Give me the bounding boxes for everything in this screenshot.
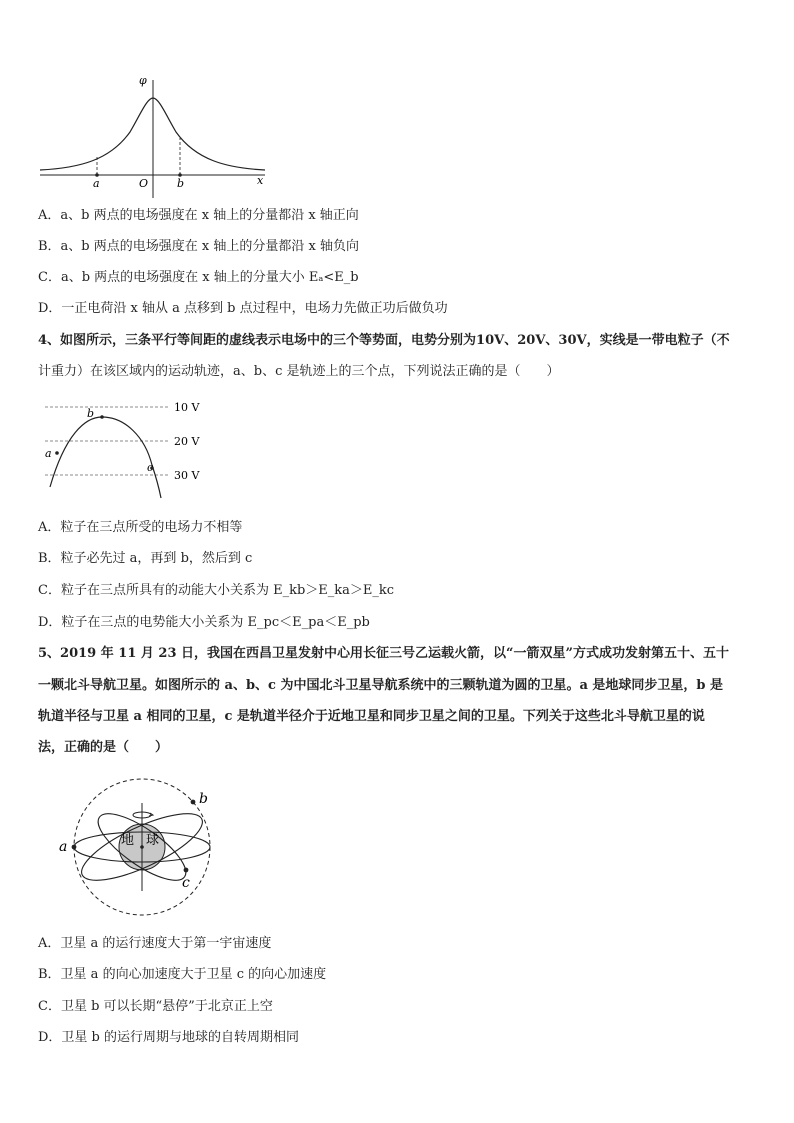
q4-option-d: D．粒子在三点的电势能大小关系为 E_pc＜E_pa＜E_pb — [38, 615, 370, 630]
equipotential-figure — [40, 395, 220, 500]
b-label: b — [87, 407, 95, 420]
satellite-a-dot — [72, 845, 77, 850]
earth-label-1: 地 — [121, 833, 135, 848]
a-label: a — [59, 839, 68, 855]
point-a-dot — [55, 451, 59, 455]
q5-option-c: C．卫星 b 可以长期“悬停”于北京正上空 — [38, 999, 273, 1014]
q5-option-d: D．卫星 b 的运行周期与地球的自转周期相同 — [38, 1030, 300, 1045]
q3-option-b: B．a、b 两点的电场强度在 x 轴上的分量都沿 x 轴负向 — [38, 239, 359, 254]
x-axis-label: x — [257, 174, 264, 187]
a-label: a — [93, 177, 100, 190]
q5-stem-line1: 5、2019 年 11 月 23 日，我国在西昌卫星发射中心用长征三号乙运载火箭，以“一箭双星”方式成功发射第五十、五十 — [38, 646, 729, 661]
satellite-b-dot — [191, 800, 196, 805]
q4-option-b: B．粒子必先过 a，再到 b，然后到 c — [38, 551, 253, 566]
q3-option-c: C．a、b 两点的电场强度在 x 轴上的分量大小 Eₐ<E_b — [38, 270, 359, 285]
q4-option-a: A．粒子在三点所受的电场力不相等 — [38, 520, 243, 535]
c-label: c — [182, 875, 190, 891]
origin-label: O — [139, 177, 149, 190]
potential-graph — [35, 70, 275, 200]
q4-stem-line2: 计重力）在该区域内的运动轨迹，a、b、c 是轨迹上的三个点，下列说法正确的是（ ） — [38, 364, 560, 379]
q5-stem-line2: 一颗北斗导航卫星。如图所示的 a、b、c 为中国北斗卫星导航系统中的三颗轨道为圆的卫星。a 是地球同步卫星，b 是 — [38, 678, 724, 693]
q5-option-a: A．卫星 a 的运行速度大于第一宇宙速度 — [38, 936, 272, 951]
particle-trajectory — [50, 417, 161, 498]
label-30v: 30 V — [174, 469, 200, 482]
q4-stem-line1: 4、如图所示，三条平行等间距的虚线表示电场中的三个等势面，电势分别为10V、20V、30V，实线是一带电粒子（不 — [38, 333, 730, 348]
q4-option-c: C．粒子在三点所具有的动能大小关系为 E_kb＞E_ka＞E_kc — [38, 583, 395, 598]
b-label: b — [199, 791, 208, 807]
y-axis-label: φ — [139, 74, 147, 87]
label-20v: 20 V — [174, 435, 200, 448]
a-label: a — [45, 447, 52, 460]
label-10v: 10 V — [174, 401, 200, 414]
satellite-orbits-figure — [55, 775, 230, 920]
q3-option-a: A．a、b 两点的电场强度在 x 轴上的分量都沿 x 轴正向 — [38, 208, 359, 223]
b-label: b — [177, 177, 185, 190]
q5-option-b: B．卫星 a 的向心加速度大于卫星 c 的向心加速度 — [38, 967, 327, 982]
point-b-dot — [100, 415, 104, 419]
q5-stem-line4: 法，正确的是（ ） — [38, 740, 169, 755]
satellite-c-dot — [184, 868, 189, 873]
earth-center-dot — [140, 845, 144, 849]
earth-label-2: 球 — [146, 833, 160, 848]
c-label: c — [147, 461, 154, 474]
q5-stem-line3: 轨道半径与卫星 a 相同的卫星，c 是轨道半径介于近地卫星和同步卫星之间的卫星。下列关于这些北斗导航卫星的说 — [38, 709, 705, 724]
q3-option-d: D．一正电荷沿 x 轴从 a 点移到 b 点过程中，电场力先做正功后做负功 — [38, 301, 448, 316]
